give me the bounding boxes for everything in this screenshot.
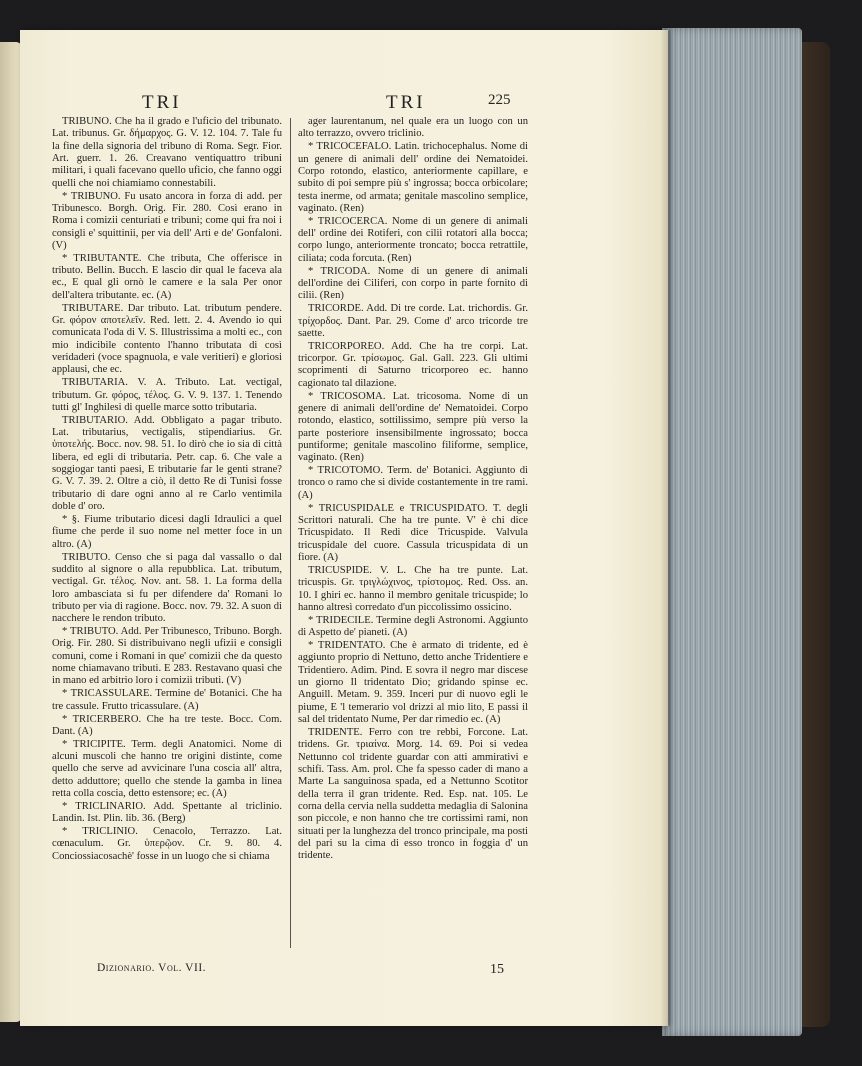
right-column	[298, 116, 528, 863]
left-running-head: TRI	[142, 92, 182, 113]
dictionary-entry: * TRICERBERO. Che ha tre teste. Bocc. Com. Dant. (A)	[52, 713, 282, 737]
dictionary-entry: * §. Fiume tributario dicesi dagli Idraulici a quel fiume che perde il suo nome nel metter foce in un altro. (A)	[52, 514, 282, 550]
column-divider	[290, 118, 291, 948]
left-column	[52, 116, 282, 863]
dictionary-entry: * TRICUSPIDALE e TRICUSPIDATO. T. degli Scrittori naturali. Che ha tre punte. V' è chi dice Tricuspidato. Il Redi dice Tricuspide. Valvula tricuspidale del cuore. Cassula tricuspidata di un fiore. (A)	[298, 502, 528, 564]
dictionary-entry: TRICORDE. Add. Di tre corde. Lat. trichordis. Gr. τρίχορδος. Dant. Par. 29. Come d' arco tricorde tre saette.	[298, 303, 528, 339]
dictionary-entry: * TRIDENTATO. Che è armato di tridente, ed è aggiunto proprio di Nettuno, detto anche Tridentiere e Tridentiero. Adim. Pind. E sovra il negro mar discese un giorno Il tridentato Dio; gridando spinse ec. Anguill. Metam. 9. 359. Inceri pur di nuovo egli le piume, E 'l temerario vol drizzi al mio lito, E passi il sal del tridentato Nume, Per dar rimedio ec. (A)	[298, 639, 528, 725]
dictionary-entry: * TRICOCERCA. Nome di un genere di animali dell' ordine dei Rotiferi, con cilii rotatori alla bocca; corpo lungo, anteriormente troncato; bocca retrattile, ciliata; coda forcuta. (Ren)	[298, 215, 528, 264]
dictionary-entry: TRICORPOREO. Add. Che ha tre corpi. Lat. tricorpor. Gr. τρίσωμος. Gal. Gall. 223. Gli ultimi scoprimenti di Saturno tricorporeo ec. hanno cagionato tal dilazione.	[298, 340, 528, 389]
dictionary-entry: * TRIBUTO. Add. Per Tribunesco, Tribuno. Borgh. Orig. Fir. 280. Si distribuivano negli ufizii e consigli comuni, come i Romani in que' comizii che da questo nome chiamavano tributi. E 283. Restavano quasi che in mano ed arbitrio loro i comizii tributi. (V)	[52, 626, 282, 687]
dictionary-entry: * TRICASSULARE. Termine de' Botanici. Che ha tre cassule. Frutto tricassulare. (A)	[52, 688, 282, 712]
dictionary-page	[20, 30, 668, 1026]
dictionary-entry: * TRIBUNO. Fu usato ancora in forza di add. per Tribunesco. Borgh. Orig. Fir. 280. Così erano in Roma i comizii centuriati e tribuni; come qui fra noi i consigli e' squittinii, per via dell' Arti e de' Gonfaloni. (V)	[52, 190, 282, 251]
dictionary-entry: TRIBUNO. Che ha il grado e l'uficio del tribunato. Lat. tribunus. Gr. δήμαρχος. G. V. 12. 104. 7. Tale fu la fine della signoria del tribuno di Roma. Segr. Fior. Art. guerr. 1. 26. Creavano ventiquattro tribuni militari, i quali facevano quello uficio, che fanno oggi quelli che noi chiamiamo connestabili.	[52, 116, 282, 189]
page-gutter-shadow	[660, 30, 670, 1026]
dictionary-entry: TRIDENTE. Ferro con tre rebbi, Forcone. Lat. tridens. Gr. τριαίνα. Morg. 14. 69. Poi si vedea Nettunno col tridente guardar con atti ammirativi e schifi. Tass. Am. prol. Che fa spesso cader di mano a Marte La sanguinosa spada, ed a Nettunno Scotitor della terra il gran tridente. Red. Esp. nat. 105. Le corna della cervia nella suddetta medaglia di Salonina son piccole, e non hanno che tre cortissimi rami, non situati per la lunghezza del tronco principale, ma posti del pari su la cima di esso tronco in foggia d' un tridente.	[298, 726, 528, 862]
signature-mark: 15	[490, 962, 504, 977]
dictionary-entry: * TRICOCEFALO. Latin. trichocephalus. Nome di un genere di animali dell' ordine dei Nematoidei. Corpo rotondo, elastico, anteriormente capillare, e subito di poi sempre più s' ingrossa; bocca orbicolare; testa inerme, od armata; genitale mascolino semplice, vaginato. (Ren)	[298, 141, 528, 214]
dictionary-entry: TRIBUTARIA. V. A. Tributo. Lat. vectigal, tributum. Gr. φόρος, τέλος. G. V. 9. 137. 1. Tenendo tutti gl' Inghilesi di quelle marce sotto tributaria.	[52, 377, 282, 413]
dictionary-entry: * TRIDECILE. Termine degli Astronomi. Aggiunto di Aspetto de' pianeti. (A)	[298, 614, 528, 639]
dictionary-entry: * TRICODA. Nome di un genere di animali dell'ordine dei Ciliferi, con corpo in parte fornito di cilii. (Ren)	[298, 265, 528, 302]
right-running-head: TRI	[386, 92, 426, 113]
dictionary-entry: * TRIBUTANTE. Che tributa, Che offerisce in tributo. Bellin. Bucch. E lascio dir qual le faceva ala ec., E qual gli ornò le camere e la sala Per onor dell'altera tributante. ec. (A)	[52, 252, 282, 301]
page-number: 225	[488, 92, 511, 108]
dictionary-entry: TRIBUTO. Censo che si paga dal vassallo o dal suddito al signore o alla repubblica. Lat. tributum, vectigal. Gr. τέλος. Nov. ant. 58. 1. La forma della loro ambasciata si fu per difendere da' Romani lo tributo per via di ragione. Bocc. nov. 79. 32. A suon di nacchere le rendon tributo.	[52, 551, 282, 625]
dictionary-entry: * TRICOSOMA. Lat. tricosoma. Nome di un genere di animali dell'ordine de' Nematoidei. Corpo rotondo, elastico, sottilissimo, sempre più verso la parte posteriore insensibilmente ingrossato; bocca puntiforme; genitale mascolino filiforme, semplice, vaginato. (Ren)	[298, 390, 528, 464]
volume-footer: Dizionario. Vol. VII.	[97, 962, 207, 974]
facing-page-edge	[0, 42, 22, 1022]
book	[0, 22, 832, 1034]
dictionary-entry: * TRICLINIO. Cenacolo, Terrazzo. Lat. cœnaculum. Gr. ὑπερῷον. Cr. 9. 80. 4. Conciossiacosachè' fosse in un luogo che si chiama	[52, 826, 282, 862]
dictionary-entry: TRIBUTARE. Dar tributo. Lat. tributum pendere. Gr. φόρον αποτελεῖν. Red. lett. 2. 4. Avendo io qui comunicata l'oda di V. S. Illustrissima a molti ec., con mio indicibile contento l'hanno tributata di così veridaderi (voce spagnuola, e vale veritieri) e gloriosi applausi, che ec.	[52, 302, 282, 376]
dictionary-entry: * TRICIPITE. Term. degli Anatomici. Nome di alcuni muscoli che hanno tre origini distinte, come quello che serve ad avvicinare l'una coscia all' altra, detto adduttore; quello che stende la gamba in linea retta colla coscia, detto estensore; ec. (A)	[52, 738, 282, 800]
dictionary-entry: * TRICOTOMO. Term. de' Botanici. Aggiunto di tronco o ramo che si divide costantemente in tre rami. (A)	[298, 465, 528, 501]
dictionary-entry: ager laurentanum, nel quale era un luogo con un alto terrazzo, ovvero triclinio.	[298, 116, 528, 140]
page-edges	[662, 28, 802, 1036]
dictionary-entry: TRIBUTARIO. Add. Obbligato a pagar tributo. Lat. tributarius, vectigalis, stipendiarius. Gr. ὑποτελής. Bocc. nov. 98. 51. Io dirò che io sia di città libera, ed egli di tributaria. Petr. cap. 6. Che vale a soggiogar tanti paesi, E tributarie far le genti strane? G. V. 7. 39. 2. Oltre a ciò, il detto Re di Tunisi fosse tributario di dare ogni anno al re Carlo ventimila doble d' oro.	[52, 414, 282, 513]
dictionary-entry: * TRICLINARIO. Add. Spettante al triclinio. Landin. Ist. Plin. lib. 36. (Berg)	[52, 800, 282, 825]
dictionary-entry: TRICUSPIDE. V. L. Che ha tre punte. Lat. tricuspis. Gr. τριγλώχινος, τρίστομος. Red. Oss. an. 10. I ghiri ec. hanno il membro genitale tricuspide; lo hanno altresì corredato d'un piccolissimo ossicino.	[298, 564, 528, 613]
